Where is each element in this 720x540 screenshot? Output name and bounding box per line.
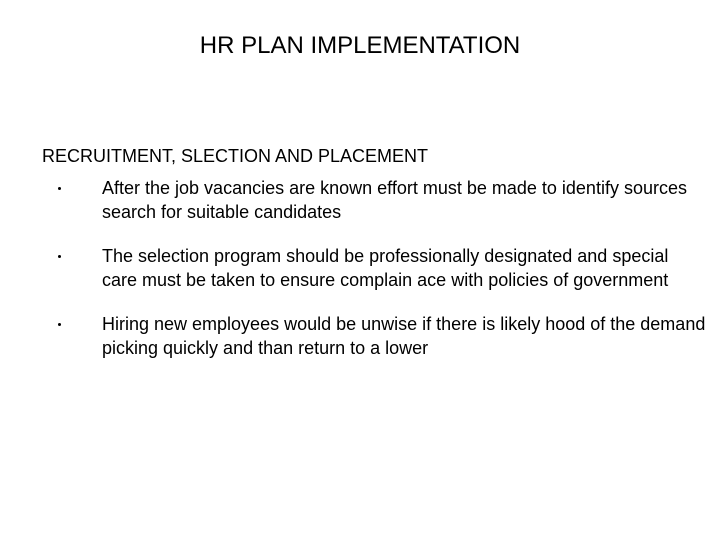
bullet-text: Hiring new employees would be unwise if there is likely hood of the demand picking quickly and than return to a lower	[102, 314, 706, 358]
section-heading: RECRUITMENT, SLECTION AND PLACEMENT	[42, 146, 429, 166]
slide-title: HR PLAN IMPLEMENTATION	[199, 32, 521, 59]
bullet-dot-icon	[58, 255, 61, 258]
bullet-item	[58, 313, 708, 360]
bullet-item	[58, 177, 708, 224]
bullet-item	[58, 245, 708, 292]
bullet-text: The selection program should be professionally designated and special care must be taken to ensure complain ace with policies of government	[102, 246, 669, 290]
bullet-dot-icon	[58, 187, 61, 190]
bullet-dot-icon	[58, 323, 61, 326]
bullet-text: After the job vacancies are known effort must be made to identify sources search for suitable candidates	[102, 178, 687, 222]
bullet-list	[58, 177, 708, 381]
